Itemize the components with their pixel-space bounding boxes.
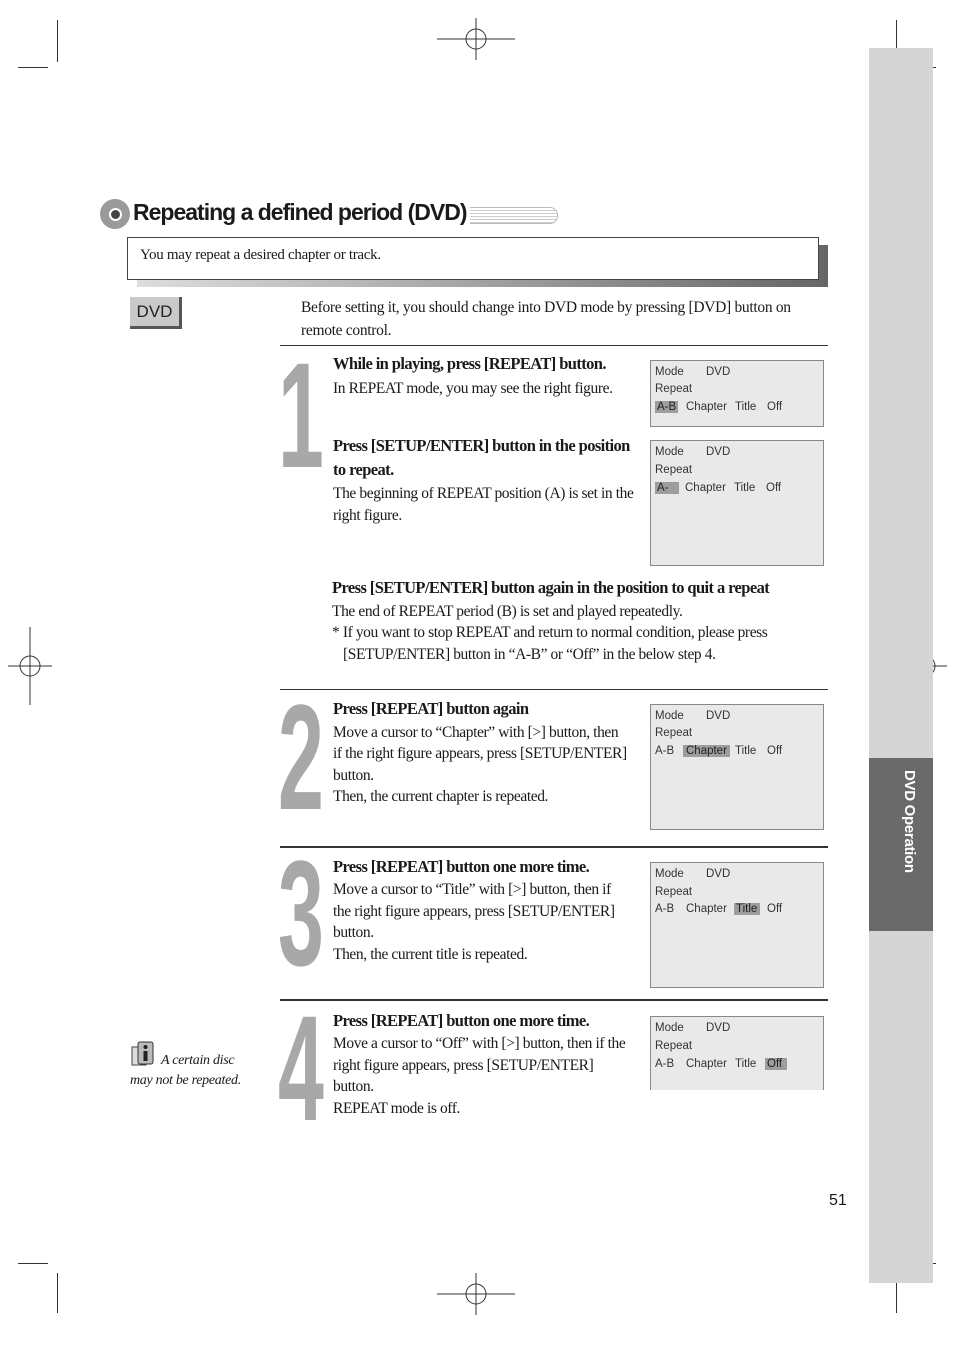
step-1c-body-line-3: [SETUP/ENTER] button in “A-B” or “Off” in the below step 4. [343, 646, 716, 663]
registration-mark-left [8, 627, 52, 705]
osd-option-title: Title [734, 482, 756, 494]
osd-mode-value: DVD [706, 1022, 731, 1034]
step-1b-heading-line-1: Press [SETUP/ENTER] button in the position [333, 436, 630, 455]
section-tab [869, 758, 933, 931]
osd-mode-value: DVD [706, 446, 731, 458]
dvd-badge: DVD [130, 297, 182, 329]
osd-option-off: Off [767, 401, 783, 413]
osd-mode-value: DVD [706, 868, 731, 880]
note-line-2: may not be repeated. [130, 1073, 241, 1088]
step-4-body-line-3: button. [333, 1078, 374, 1095]
divider [280, 999, 828, 1001]
osd-option-chapter: Chapter [685, 482, 726, 494]
note-line-1: A certain disc [161, 1053, 235, 1068]
step-number-2: 2 [278, 673, 319, 841]
osd-option-chapter: Chapter [686, 903, 727, 915]
osd-option-ab: A-B [657, 401, 677, 413]
step-2-body-line-4: Then, the current chapter is repeated. [333, 788, 549, 805]
title-bullet-icon [100, 199, 130, 229]
osd-option-title: Title [735, 401, 757, 413]
osd-repeat-label: Repeat [655, 886, 693, 898]
step-3-body-line-1: Move a cursor to “Title” with [>] button, then if [333, 881, 611, 898]
divider [280, 689, 828, 690]
step-2-body-line-3: button. [333, 767, 374, 784]
step-1c-body-line-2: * If you want to stop REPEAT and return to normal condition, please press [332, 624, 768, 641]
page-title: Repeating a defined period (DVD) [133, 199, 470, 226]
osd-option-ab: A-B [655, 903, 675, 915]
step-1c-body-line-1: The end of REPEAT period (B) is set and played repeatedly. [332, 603, 683, 620]
osd-mode-label: Mode [655, 868, 684, 880]
step-2-body-line-1: Move a cursor to “Chapter” with [>] button, then [333, 724, 619, 741]
osd-option-off: Off [767, 903, 783, 915]
step-2-body-line-2: if the right figure appears, press [SETUP/ENTER] [333, 745, 627, 762]
osd-repeat-label: Repeat [655, 1040, 693, 1052]
osd-mode-value: DVD [706, 366, 731, 378]
intro-text: You may repeat a desired chapter or track. [140, 247, 381, 263]
osd-option-off: Off [766, 482, 782, 494]
osd-option-chapter: Chapter [683, 745, 730, 757]
sidebar-strip [869, 48, 933, 1283]
step-number-4: 4 [278, 984, 319, 1152]
osd-repeat-label: Repeat [655, 383, 693, 395]
osd-screen-5 [650, 1016, 824, 1090]
osd-repeat-label: Repeat [655, 464, 693, 476]
osd-repeat-label: Repeat [655, 727, 693, 739]
osd-option-off: Off [765, 1058, 787, 1070]
osd-option-title: Title [735, 1058, 757, 1070]
osd-option-off: Off [767, 745, 783, 757]
step-4-body-line-2: right figure appears, press [SETUP/ENTER] [333, 1057, 594, 1074]
step-number-3: 3 [278, 829, 319, 997]
info-icon [131, 1041, 155, 1067]
registration-mark-top [437, 18, 515, 60]
osd-screen-4 [650, 862, 824, 988]
osd-option-chapter: Chapter [686, 401, 727, 413]
registration-mark-bottom [437, 1273, 515, 1315]
osd-screen-3 [650, 704, 824, 830]
step-1b-body-line-2: right figure. [333, 507, 402, 524]
step-4-body-line-1: Move a cursor to “Off” with [>] button, then if the [333, 1035, 626, 1052]
osd-option-ab: A-B [655, 745, 675, 757]
divider [280, 345, 828, 346]
osd-option-ab: A- [655, 482, 679, 494]
step-1b-body-line-1: The beginning of REPEAT position (A) is set in the [333, 485, 634, 502]
step-3-body-line-4: Then, the current title is repeated. [333, 946, 528, 963]
osd-screen-1 [650, 360, 824, 427]
step-3-body-line-2: the right figure appears, press [SETUP/ENTER] [333, 903, 615, 920]
divider [280, 846, 828, 848]
osd-option-chapter: Chapter [686, 1058, 727, 1070]
step-4-heading: Press [REPEAT] button one more time. [333, 1011, 590, 1030]
osd-mode-label: Mode [655, 710, 684, 722]
step-1b-heading-line-2: to repeat. [333, 460, 394, 479]
step-4-body-line-4: REPEAT mode is off. [333, 1100, 461, 1117]
osd-option-ab: A-B [655, 1058, 675, 1070]
step-3-heading: Press [REPEAT] button one more time. [333, 857, 590, 876]
osd-option-title: Title [734, 903, 760, 915]
osd-option-title: Title [735, 745, 757, 757]
osd-mode-label: Mode [655, 1022, 684, 1034]
step-1c-heading: Press [SETUP/ENTER] button again in the position to quit a repeat [332, 578, 770, 597]
step-number-1: 1 [278, 331, 319, 499]
osd-mode-value: DVD [706, 710, 731, 722]
page-number: 51 [829, 1192, 847, 1209]
osd-mode-label: Mode [655, 366, 684, 378]
before-text: Before setting it, you should change into DVD mode by pressing [DVD] button on remote control. [301, 299, 791, 339]
step-1-heading: While in playing, press [REPEAT] button. [333, 354, 606, 373]
step-3-body-line-3: button. [333, 924, 374, 941]
step-1-body: In REPEAT mode, you may see the right figure. [333, 380, 613, 397]
osd-screen-2 [650, 440, 824, 566]
section-tab-label: DVD Operation [901, 770, 918, 873]
step-2-heading: Press [REPEAT] button again [333, 699, 529, 718]
osd-mode-label: Mode [655, 446, 684, 458]
